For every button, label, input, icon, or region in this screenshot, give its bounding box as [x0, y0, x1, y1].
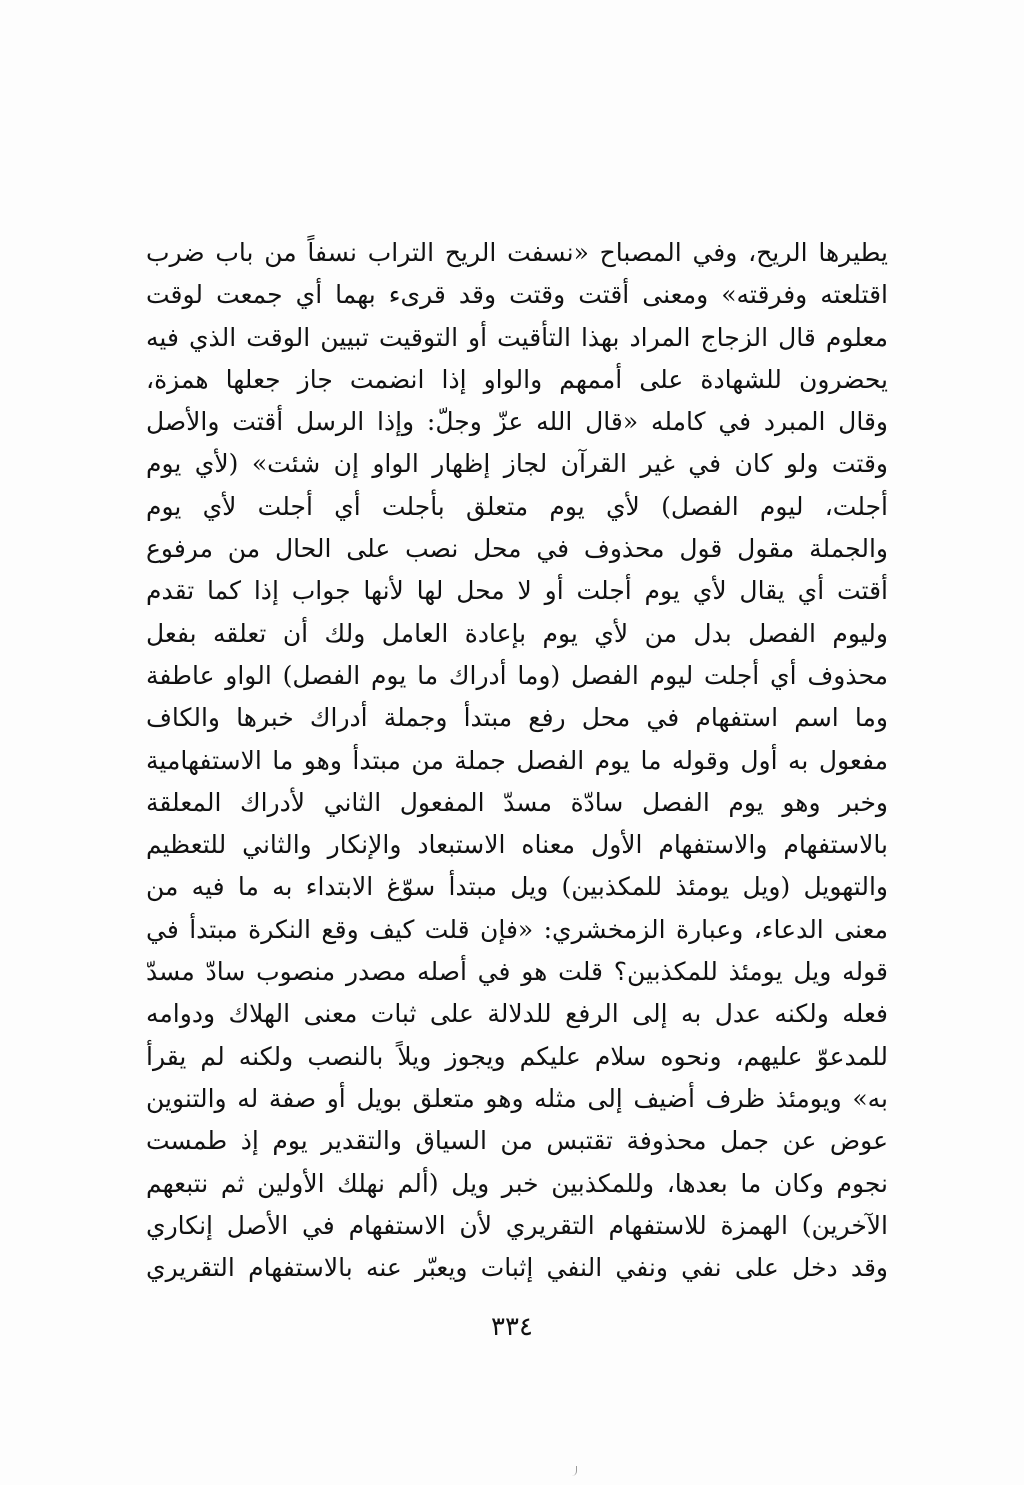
text-line: وقتت ولو كان في غير القرآن لجاز إظهار الواو إن شئت» (لأي يوم [146, 449, 888, 479]
text-line: معنى الدعاء، وعبارة الزمخشري: «فإن قلت كيف وقع النكرة مبتدأ في [146, 914, 888, 944]
text-line: وقال المبرد في كامله «قال الله عزّ وجلّ: وإذا الرسل أقتت والأصل [146, 407, 888, 437]
text-line: مفعول به أول وقوله ما يوم الفصل جملة من مبتدأ وهو ما الاستفهامية [146, 745, 888, 775]
text-line: أقتت أي يقال لأي يوم أجلت أو لا محل لها لأنها جواب إذا كما تقدم [146, 576, 888, 606]
text-line: والجملة مقول قول محذوف في محل نصب على الحال من مرفوع [146, 534, 888, 564]
text-line: وما اسم استفهام في محل رفع مبتدأ وجملة أدراك خبرها والكاف [146, 703, 888, 733]
scan-artifact-mark [572, 1466, 577, 1476]
text-line: بالاستفهام والاستفهام الأول معناه الاستبعاد والإنكار والثاني للتعظيم [146, 830, 888, 860]
body-text [146, 232, 888, 1289]
text-line: يحضرون للشهادة على أممهم والواو إذا انضمت جاز جعلها همزة، [146, 364, 888, 394]
text-line: وليوم الفصل بدل من لأي يوم بإعادة العامل ولك أن تعلقه بفعل [146, 618, 888, 648]
text-line: قوله ويل يومئذ للمكذبين؟ قلت هو في أصله مصدر منصوب سادّ مسدّ [146, 957, 888, 987]
text-line: فعله ولكنه عدل به إلى الرفع للدلالة على ثبات معنى الهلاك ودوامه [146, 999, 888, 1029]
text-line: محذوف أي أجلت ليوم الفصل (وما أدراك ما يوم الفصل) الواو عاطفة [146, 660, 888, 690]
text-line: وخبر وهو يوم الفصل سادّة مسدّ المفعول الثاني لأدراك المعلقة [146, 787, 888, 817]
text-line: للمدعوّ عليهم، ونحوه سلام عليكم ويجوز ويلاً بالنصب ولكنه لم يقرأ [146, 1041, 888, 1071]
text-line: معلوم قال الزجاج المراد بهذا التأقيت أو التوقيت تبيين الوقت الذي فيه [146, 322, 888, 352]
text-line: به» ويومئذ ظرف أضيف إلى مثله وهو متعلق بويل أو صفة له والتنوين [146, 1083, 888, 1113]
text-line: أجلت، ليوم الفصل) لأي يوم متعلق بأجلت أي أجلت لأي يوم [146, 491, 888, 521]
text-line: وقد دخل على نفي ونفي النفي إثبات ويعبّر عنه بالاستفهام التقريري [146, 1253, 888, 1283]
text-line: يطيرها الريح، وفي المصباح «نسفت الريح التراب نسفاً من باب ضرب [146, 238, 888, 267]
page-number: ٣٣٤ [491, 1312, 533, 1342]
text-line: نجوم وكان ما بعدها، وللمكذبين خبر ويل (ألم نهلك الأولين ثم نتبعهم [146, 1168, 888, 1198]
text-line: عوض عن جمل محذوفة تقتبس من السياق والتقدير يوم إذ طمست [146, 1126, 888, 1156]
text-line: والتهويل (ويل يومئذ للمكذبين) ويل مبتدأ سوّغ الابتداء به ما فيه من [146, 872, 888, 902]
text-line: اقتلعته وفرقته» ومعنى أقتت وقتت وقد قرىء بهما أي جمعت لوقت [146, 280, 888, 310]
text-line: الآخرين) الهمزة للاستفهام التقريري لأن الاستفهام في الأصل إنكاري [146, 1210, 888, 1240]
